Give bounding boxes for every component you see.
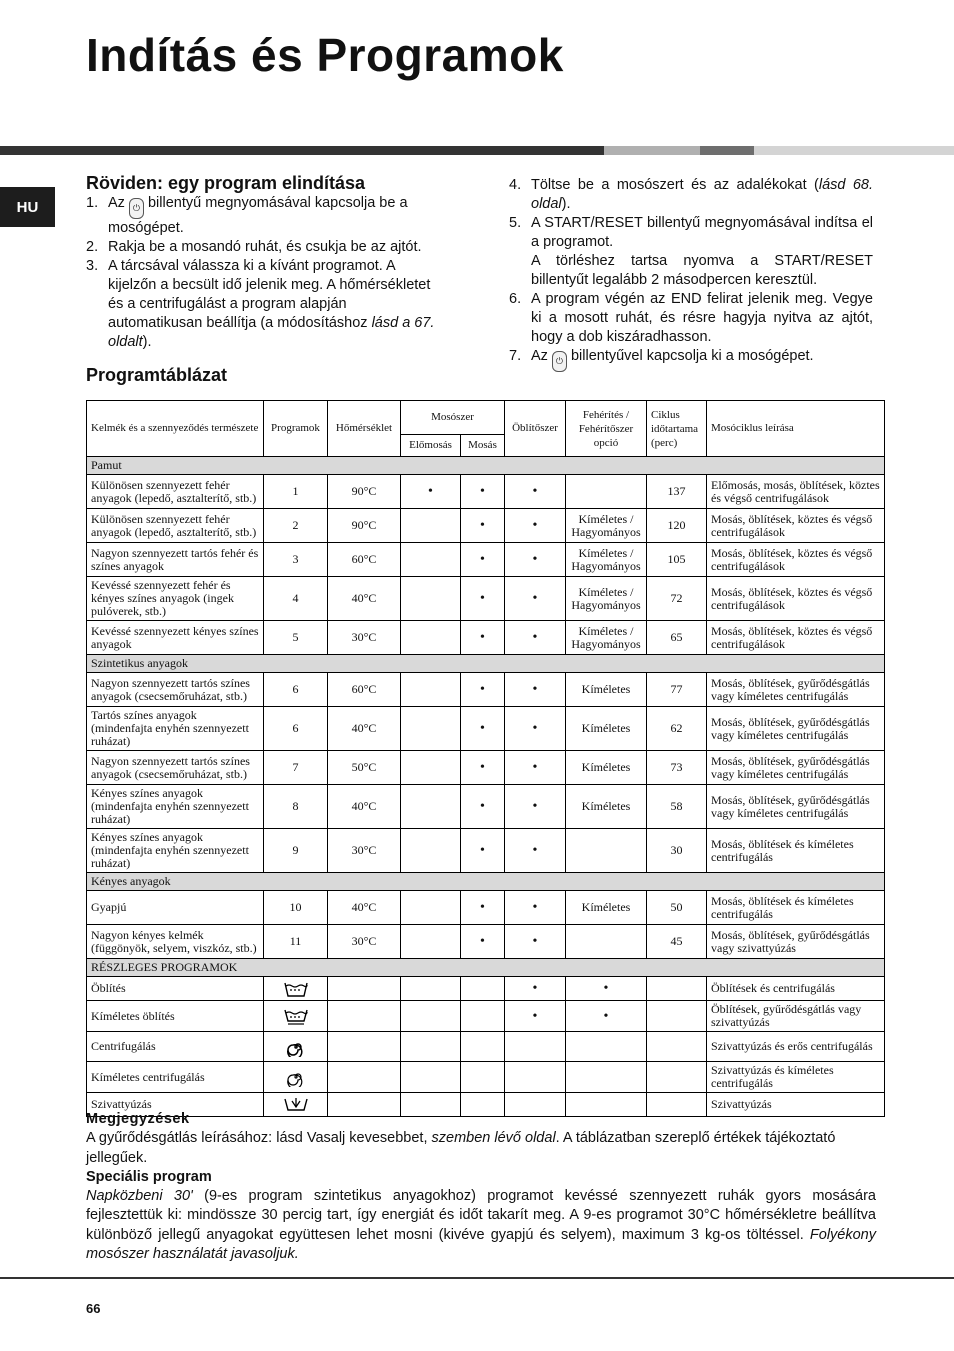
step-1: 1. Az ⏻ billentyű megnyomásával kapcsolja be a mosógépet. [86, 195, 408, 236]
cell-temperature: 90°C [328, 475, 401, 509]
cell-wash: • [461, 785, 505, 829]
cell-prewash: • [401, 475, 461, 509]
header-moszer: Mosószer [401, 401, 505, 435]
cell-bleach-option: Kíméletes [566, 751, 647, 785]
cell-bleach-option: • [566, 1001, 647, 1032]
step-6: 6. A program végén az END felirat jelenik meg. Vegye ki a mosott ruhát, és résre hagyja nyitva az ajtót, hogy a dob kiszáradhasson. [509, 291, 873, 345]
notes-heading: Megjegyzések [86, 1111, 190, 1127]
cell-wash: • [461, 509, 505, 543]
cell-prewash [401, 577, 461, 621]
page-title: Indítás és Programok [86, 29, 564, 81]
rinse-icon [268, 980, 323, 998]
cell-softener: • [505, 673, 566, 707]
cell-bleach-option [566, 925, 647, 959]
cell-prewash [401, 543, 461, 577]
cell-duration: 72 [647, 577, 707, 621]
cell-temperature: 30°C [328, 829, 401, 873]
cell-duration: 62 [647, 707, 707, 751]
header-ciklus: Ciklus időtartama (perc) [647, 401, 707, 457]
cell-wash [461, 977, 505, 1001]
cell-temperature [328, 1032, 401, 1062]
header-bar-light [604, 146, 700, 155]
cell-bleach-option: Kíméletes [566, 785, 647, 829]
cell-program: 3 [264, 543, 328, 577]
cell-prewash [401, 509, 461, 543]
cell-fabric: Különösen szennyezett fehér anyagok (lepedő, asztalterítő, stb.) [87, 475, 264, 509]
table-row [87, 891, 885, 925]
delicate-spin-icon [268, 1067, 323, 1087]
cell-bleach-option: Kíméletes [566, 891, 647, 925]
cell-prewash [401, 707, 461, 751]
cell-bleach-option: Kíméletes / Hagyományos [566, 621, 647, 655]
cell-softener: • [505, 829, 566, 873]
cell-wash: • [461, 891, 505, 925]
table-row [87, 707, 885, 751]
cell-bleach-option: • [566, 977, 647, 1001]
cell-fabric: Kényes színes anyagok (mindenfajta enyhén szennyezett ruházat) [87, 785, 264, 829]
section-label: Kényes anyagok [87, 873, 885, 891]
section-szintetikus [87, 655, 885, 673]
cell-prewash [401, 621, 461, 655]
cell-description: Mosás, öblítések, köztes és végső centrifugálások [707, 577, 885, 621]
cell-softener: • [505, 621, 566, 655]
cell-temperature: 30°C [328, 621, 401, 655]
cell-duration: 58 [647, 785, 707, 829]
cell-fabric: Nagyon szennyezett tartós színes anyagok (csecsemőruházat, stb.) [87, 673, 264, 707]
cell-description: Szivattyúzás [707, 1093, 885, 1117]
cell-temperature: 30°C [328, 925, 401, 959]
table-row [87, 977, 885, 1001]
table-row [87, 829, 885, 873]
cell-wash: • [461, 925, 505, 959]
special-program-text: Napközbeni 30' (9-es program szintetikus anyagokhoz) programot kevéssé szennyezett ruhák gyors mosására fejlesztettük ki: mindössze 30 percig tart, így energiát és időt takarít meg. A 9-es programot 30°C hőmérsékletre beállítva különböző jellegű anyagokat együttesen lehet mosni (kivéve gyapjú és selyem), maximum 3 kg-os töltéssel. Folyékony mosószer használatát javasoljuk. [86, 1188, 876, 1263]
section-pamut [87, 457, 885, 475]
section-label: Szintetikus anyagok [87, 655, 885, 673]
cell-description: Szivattyúzás és kíméletes centrifugálás [707, 1062, 885, 1093]
cell-wash [461, 1001, 505, 1032]
cell-softener: • [505, 543, 566, 577]
table-row [87, 621, 885, 655]
cell-description: Mosás, öblítések, köztes és végső centrifugálások [707, 543, 885, 577]
table-row [87, 925, 885, 959]
header-programok: Programok [264, 401, 328, 457]
step-5: 5. A START/RESET billentyű megnyomásával indítsa el a programot. A törléshez tartsa nyomva a START/RESET billentyűt legalább 2 másodpercen keresztül. [509, 215, 873, 288]
cell-wash: • [461, 475, 505, 509]
cell-prewash [401, 891, 461, 925]
cell-softener: • [505, 577, 566, 621]
quick-steps-right [509, 176, 873, 372]
cell-bleach-option [566, 829, 647, 873]
cell-softener [505, 1062, 566, 1093]
table-row [87, 509, 885, 543]
cell-temperature: 50°C [328, 751, 401, 785]
cell-prewash [401, 785, 461, 829]
cell-softener: • [505, 707, 566, 751]
cell-temperature: 60°C [328, 673, 401, 707]
cell-temperature [328, 977, 401, 1001]
cell-temperature [328, 1001, 401, 1032]
cell-description: Mosás, öblítések és kíméletes centrifugálás [707, 829, 885, 873]
cell-bleach-option [566, 475, 647, 509]
cell-description: Mosás, öblítések, gyűrődésgátlás vagy szivattyúzás [707, 925, 885, 959]
table-row [87, 577, 885, 621]
cell-temperature: 40°C [328, 891, 401, 925]
cell-fabric: Nagyon kényes kelmék (függönyök, selyem, viszkóz, stb.) [87, 925, 264, 959]
cell-bleach-option: Kíméletes / Hagyományos [566, 577, 647, 621]
cell-bleach-option: Kíméletes [566, 707, 647, 751]
cell-prewash [401, 1032, 461, 1062]
power-button-icon: ⏻ [129, 198, 144, 219]
cell-duration: 30 [647, 829, 707, 873]
table-row [87, 751, 885, 785]
cell-temperature [328, 1062, 401, 1093]
cell-wash: • [461, 621, 505, 655]
cell-program: 7 [264, 751, 328, 785]
table-row [87, 1032, 885, 1062]
cell-softener: • [505, 785, 566, 829]
language-tab: HU [0, 187, 55, 227]
cell-bleach-option: Kíméletes / Hagyományos [566, 509, 647, 543]
cell-program: 4 [264, 577, 328, 621]
cell-bleach-option: Kíméletes / Hagyományos [566, 543, 647, 577]
header-bar-dark [0, 146, 604, 155]
cell-wash: • [461, 829, 505, 873]
cell-fabric: Különösen szennyezett fehér anyagok (lepedő, asztalterítő, stb.) [87, 509, 264, 543]
cell-softener: • [505, 509, 566, 543]
header-oblitoszer: Öblítőszer [505, 401, 566, 457]
step-7: 7. Az ⏻ billentyűvel kapcsolja ki a mosógépet. [509, 347, 873, 372]
header-bar-pale [754, 146, 954, 155]
cell-temperature: 40°C [328, 577, 401, 621]
cell-softener: • [505, 751, 566, 785]
table-row [87, 1001, 885, 1032]
cell-fabric: Nagyon szennyezett tartós fehér és színes anyagok [87, 543, 264, 577]
cell-description: Mosás, öblítések, köztes és végső centrifugálások [707, 509, 885, 543]
cell-duration: 73 [647, 751, 707, 785]
header-leiras: Mosóciklus leírása [707, 401, 885, 457]
cell-fabric: Kevéssé szennyezett kényes színes anyagok [87, 621, 264, 655]
step-3: 3. A tárcsával válassza ki a kívánt programot. A kijelzőn a becsült idő jelenik meg. A hőmérsékletet és a centrifugálást a program alapján automatikusan beállítja (a módosításhoz lásd a 67. oldalt). [86, 258, 435, 350]
quick-steps-left [86, 194, 438, 352]
cell-bleach-option [566, 1032, 647, 1062]
program-table-heading: Programtáblázat [86, 365, 228, 385]
quick-start-heading: Röviden: egy program elindítása [86, 173, 366, 193]
cell-program-icon [264, 1001, 328, 1032]
cell-description: Előmosás, mosás, öblítések, köztes és végső centrifugálások [707, 475, 885, 509]
cell-description: Mosás, öblítések és kíméletes centrifugálás [707, 891, 885, 925]
cell-wash: • [461, 577, 505, 621]
cell-temperature: 40°C [328, 707, 401, 751]
cell-program-icon [264, 1062, 328, 1093]
cell-program: 10 [264, 891, 328, 925]
cell-prewash [401, 1062, 461, 1093]
cell-duration: 105 [647, 543, 707, 577]
cell-program: 6 [264, 707, 328, 751]
table-row [87, 475, 885, 509]
cell-program: 2 [264, 509, 328, 543]
cell-program: 6 [264, 673, 328, 707]
cell-softener: • [505, 891, 566, 925]
cell-description: Öblítések és centrifugálás [707, 977, 885, 1001]
cell-fabric: Öblítés [87, 977, 264, 1001]
special-program-heading: Speciális program [86, 1168, 212, 1185]
cell-prewash [401, 751, 461, 785]
cell-description: Mosás, öblítések, gyűrődésgátlás vagy kíméletes centrifugálás [707, 673, 885, 707]
section-reszleges [87, 959, 885, 977]
cell-prewash [401, 977, 461, 1001]
cell-description: Mosás, öblítések, gyűrődésgátlás vagy kíméletes centrifugálás [707, 785, 885, 829]
cell-softener: • [505, 475, 566, 509]
step-2: 2. Rakja be a mosandó ruhát, és csukja be az ajtót. [86, 239, 422, 255]
cell-duration [647, 1001, 707, 1032]
cell-program: 9 [264, 829, 328, 873]
cell-duration: 77 [647, 673, 707, 707]
cell-bleach-option: Kíméletes [566, 673, 647, 707]
cell-duration [647, 1062, 707, 1093]
cell-duration: 65 [647, 621, 707, 655]
header-feherites: Fehérítés / Fehérítőszer opció [566, 401, 647, 457]
cell-description: Öblítések, gyűrődésgátlás vagy szivattyúzás [707, 1001, 885, 1032]
cell-description: Mosás, öblítések, gyűrődésgátlás vagy kíméletes centrifugálás [707, 707, 885, 751]
step-4: 4. Töltse be a mosószert és az adalékokat (lásd 68. oldal). [509, 177, 873, 212]
header-kelmek: Kelmék és a szennyeződés természete [87, 401, 264, 457]
table-row [87, 673, 885, 707]
cell-fabric: Kíméletes centrifugálás [87, 1062, 264, 1093]
header-homerseklet: Hőmérséklet [328, 401, 401, 457]
cell-wash: • [461, 673, 505, 707]
cell-fabric: Tartós színes anyagok (mindenfajta enyhén szennyezett ruházat) [87, 707, 264, 751]
cell-duration: 50 [647, 891, 707, 925]
cell-prewash [401, 829, 461, 873]
section-label: RÉSZLEGES PROGRAMOK [87, 959, 885, 977]
cell-program: 1 [264, 475, 328, 509]
table-row [87, 1062, 885, 1093]
cell-softener: • [505, 1001, 566, 1032]
delicate-rinse-icon [268, 1007, 323, 1025]
program-table [86, 400, 885, 1117]
page-number: 66 [86, 1301, 101, 1316]
cell-wash [461, 1062, 505, 1093]
cell-fabric: Gyapjú [87, 891, 264, 925]
table-row [87, 543, 885, 577]
cell-prewash [401, 925, 461, 959]
cell-fabric: Nagyon szennyezett tartós színes anyagok (csecsemőruházat, stb.) [87, 751, 264, 785]
notes-text: A gyűrődésgátlás leírásához: lásd Vasalj kevesebbet, szemben lévő oldal. A táblázatban szereplő értékek tájékoztató jellegűek. [86, 1130, 836, 1166]
cell-duration [647, 1032, 707, 1062]
cell-description: Szivattyúzás és erős centrifugálás [707, 1032, 885, 1062]
cell-bleach-option [566, 1062, 647, 1093]
cell-fabric: Centrifugálás [87, 1032, 264, 1062]
section-kenyes [87, 873, 885, 891]
cell-fabric: Kevéssé szennyezett fehér és kényes színes anyagok (ingek pulóverek, stb.) [87, 577, 264, 621]
cell-prewash [401, 1001, 461, 1032]
cell-description: Mosás, öblítések, gyűrődésgátlás vagy kíméletes centrifugálás [707, 751, 885, 785]
cell-fabric: Szivattyúzás [87, 1093, 264, 1117]
cell-softener [505, 1032, 566, 1062]
cell-temperature: 60°C [328, 543, 401, 577]
cell-temperature: 90°C [328, 509, 401, 543]
cell-duration: 137 [647, 475, 707, 509]
cell-softener: • [505, 977, 566, 1001]
cell-program-icon [264, 1032, 328, 1062]
cell-program: 8 [264, 785, 328, 829]
spin-icon [268, 1037, 323, 1057]
cell-program: 5 [264, 621, 328, 655]
header-bar-mid [700, 146, 754, 155]
power-button-icon: ⏻ [552, 351, 567, 372]
footer-rule [0, 1277, 954, 1279]
cell-temperature: 40°C [328, 785, 401, 829]
notes-section [86, 1110, 876, 1264]
cell-description: Mosás, öblítések, köztes és végső centrifugálások [707, 621, 885, 655]
cell-wash [461, 1032, 505, 1062]
cell-fabric: Kíméletes öblítés [87, 1001, 264, 1032]
cell-softener: • [505, 925, 566, 959]
cell-fabric: Kényes színes anyagok (mindenfajta enyhén szennyezett ruházat) [87, 829, 264, 873]
cell-wash: • [461, 543, 505, 577]
cell-program-icon [264, 977, 328, 1001]
header-elomosas: Előmosás [401, 435, 461, 457]
cell-wash: • [461, 707, 505, 751]
table-row [87, 785, 885, 829]
section-label: Pamut [87, 457, 885, 475]
cell-program: 11 [264, 925, 328, 959]
cell-duration: 120 [647, 509, 707, 543]
cell-prewash [401, 673, 461, 707]
cell-duration: 45 [647, 925, 707, 959]
cell-wash: • [461, 751, 505, 785]
header-mosas: Mosás [461, 435, 505, 457]
cell-duration [647, 977, 707, 1001]
